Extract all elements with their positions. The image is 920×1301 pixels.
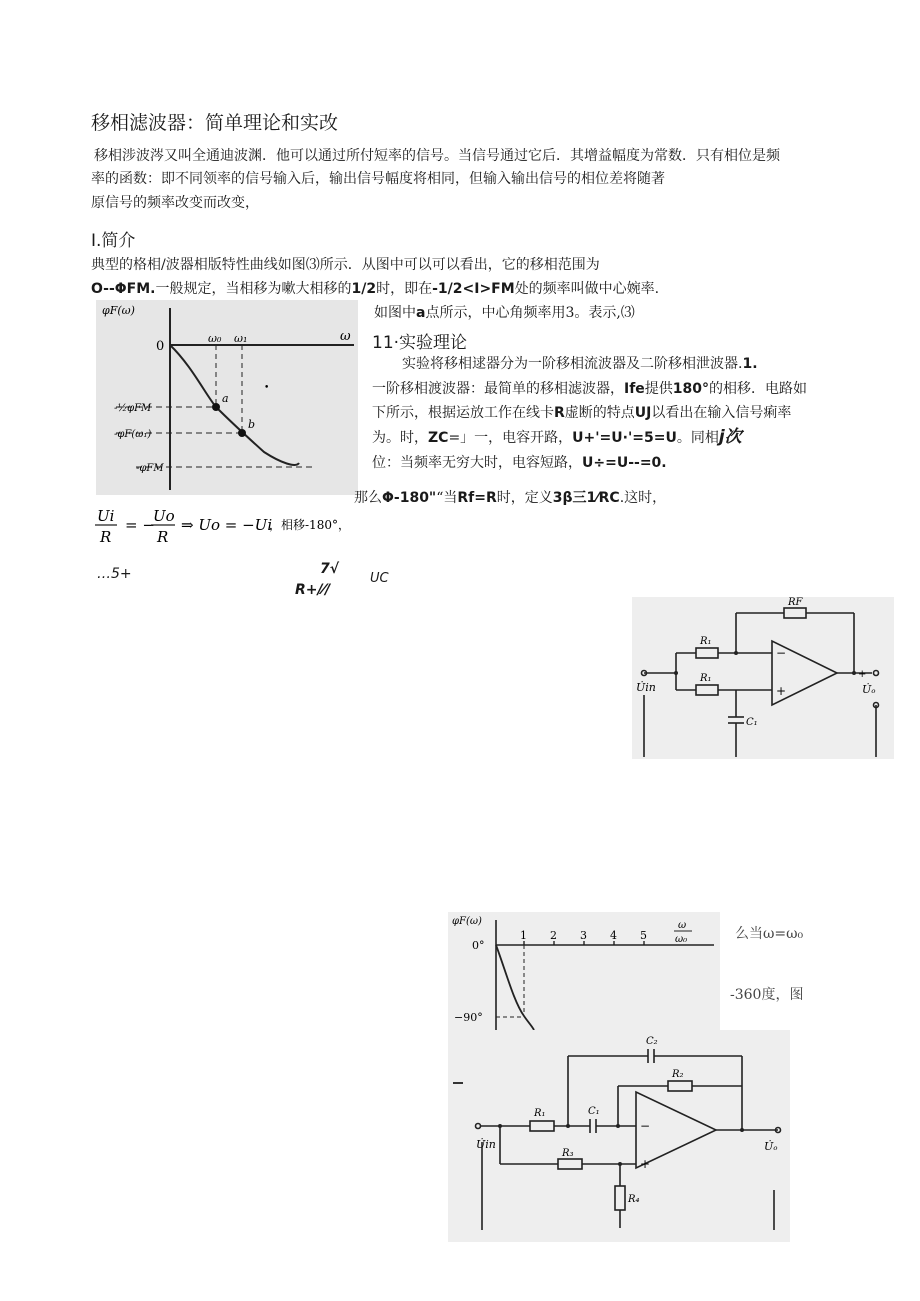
omega0-label: ω₀ [208,332,222,345]
margin-dash [453,1082,463,1084]
junction-dot [740,1128,744,1132]
fragment-4: UC [370,571,389,586]
rf-label: RF [788,597,803,608]
text-italic: j次 [718,427,742,447]
text-run: .这时， [619,490,667,506]
formula-ui: Ui [97,507,115,525]
text-run: 提供 [644,381,673,397]
tick-label-2: 2 [550,929,557,942]
point-a-label: a [222,392,229,405]
tick-label-3: 3 [580,929,587,942]
second-order-circuit-figure [448,1030,790,1242]
phi1-label: -φF(ω₁) [114,429,152,440]
text-run: 处的频率叫做中心婉率. [514,281,660,297]
text-bold: a [416,305,426,321]
section-2-heading: 11·实验理论 [372,333,468,353]
text-run: 。同相 [676,430,719,446]
text-bold: Ife [624,381,645,397]
text-run: =」一，电容开路， [448,430,573,446]
text-run: 的相移．电路如 [709,381,808,397]
junction-dot [734,651,738,655]
first-order-circuit-figure [632,597,894,759]
text-bold: -1/2<I>FM [432,281,515,297]
section-2-line-5 [372,454,667,472]
junction-dot [566,1124,570,1128]
formula-r: R [100,528,112,546]
output-label: U̇ₒ [764,1140,778,1153]
intro-line-3: 原信号的频率改变而改变， [91,195,259,211]
section-2-line-4 [372,428,742,447]
figure-3-text-2: -360度，图 [730,987,804,1003]
junction-dot [618,1162,622,1166]
text-bold: ZC [428,430,449,446]
text-run: 位：当频率无穷大时，电容短路， [372,455,582,471]
tick-label-4: 4 [610,929,617,942]
text-run: 那么 [354,490,382,506]
formula-phase-text: ，相移-180°， [269,518,350,532]
text-run: 一般规定，当相移为嗽大相移的 [155,281,352,297]
text-bold: Rf=R [457,490,497,506]
noninverting-input-sign: + [640,1157,651,1171]
point-b-label: b [248,418,256,431]
origin-label: 0 [156,339,165,354]
text-bold: O--ΦFM. [91,281,156,297]
intro-line-1: 移相涉波涔又叫全通迪波渊．他可以通过所付短率的信号。当信号通过它后．其增益幅度为常数．只有相位是频 [94,148,780,164]
page-title: 移相滤波器：简单理论和实改 [91,112,339,134]
section-2-line-1 [402,355,758,373]
formula-result: ⇒ Uo = −Ui [181,516,273,534]
figure-3-text-1: 么当ω=ω₀ [735,926,804,942]
text-run: 一阶移相渡波器：最简单的移相滤波器， [372,381,624,397]
text-bold: 3β三1⁄RC [552,490,620,506]
text-run: 点所示，中心角频率用3。表示,⑶ [425,305,635,321]
fm-label: -φFM [136,463,164,474]
r1-top-label: R₁ [700,636,712,647]
section-2-line-6 [354,489,666,507]
formula-r2: R [157,528,169,546]
point-a-marker [212,403,220,411]
half-phase-label: -½φFM [114,403,152,414]
r1-bottom-label: R₁ [700,673,712,684]
text-run: 虚断的特点 [564,405,635,421]
text-run: 为。时， [372,430,428,446]
input-label: U̇in [636,681,656,694]
text-bold: U+'=U·'=5=U [572,430,677,446]
input-label: U̇in [476,1138,496,1151]
text-bold: U÷=U--=0. [582,455,667,471]
junction-dot [674,671,678,675]
section-1-line-2 [91,280,659,298]
fragment-1: …5+ [97,566,132,582]
y-axis-label: φF(ω) [452,916,482,927]
tick-label-5: 5 [640,929,647,942]
output-label: U̇ₒ [862,683,876,696]
y-axis-label: φF(ω) [102,304,135,317]
text-bold: UJ [634,405,652,421]
c1-label: C₁ [746,717,758,728]
junction-dot [852,671,856,675]
text-run: 下所示，根据运放工作在线卡 [372,405,554,421]
ratio-denominator: ω₀ [675,934,688,945]
inverting-formula [95,505,360,547]
text-run: 时，定义 [496,490,553,506]
section-2-line-2 [372,380,807,398]
section-2-line-3 [372,404,791,422]
junction-dot [498,1124,502,1128]
formula-uo: Uo [153,507,175,525]
ratio-numerator: ω [678,920,687,931]
fragment-3: R+/⁄/ [295,582,331,598]
section-1-line-1: 典型的格相/波器相版特性曲线如图⑶所示．从图中可以可以看出，它的移相范围为 [91,257,600,273]
intro-line-2: 率的函数：即不同领率的信号输入后，输出信号幅度将相同，但输入输出信号的相位差将随著 [91,171,665,187]
noninverting-input-sign: + [776,684,787,698]
x-axis-label: ω [340,329,351,344]
c1-label: C₁ [588,1106,600,1117]
r2-label: R₂ [672,1069,684,1080]
inverting-input-sign: − [640,1119,651,1133]
tick-label-1: 1 [520,929,527,942]
formula-eq: = − [125,516,155,534]
text-bold: 1. [742,356,758,372]
output-plus-sign: + [858,669,867,680]
junction-dot [616,1124,620,1128]
c2-label: C₂ [646,1036,658,1047]
text-run: 时，即在 [376,281,433,297]
fragment-2: 7√ [320,561,340,577]
phase-response-figure [96,300,358,495]
text-bold: R [554,405,565,421]
minus-90-label: −90° [454,1011,483,1024]
text-run: “当 [436,490,458,506]
second-order-phase-figure [448,912,720,1040]
figure-mark: • [264,383,270,393]
text-bold: 180° [672,381,710,397]
text-run: 实验将移相逑器分为一阶移相流波器及二阶移相泄波器. [402,356,743,372]
text-bold: Φ-180" [382,490,437,506]
section-1-line-3 [374,304,635,322]
r4-label: R₄ [628,1194,640,1205]
point-b-marker [238,429,246,437]
zero-degree-label: 0° [472,939,485,952]
text-run: 如图中 [374,305,416,321]
r3-label: R₃ [562,1148,574,1159]
inverting-input-sign: − [776,646,787,660]
omega1-label: ω₁ [234,332,248,345]
text-bold: 1/2 [351,281,377,297]
text-run: 以看出在输入信号痢率 [651,405,792,421]
r1-label: R₁ [534,1108,546,1119]
section-1-heading: I.简介 [91,231,136,251]
